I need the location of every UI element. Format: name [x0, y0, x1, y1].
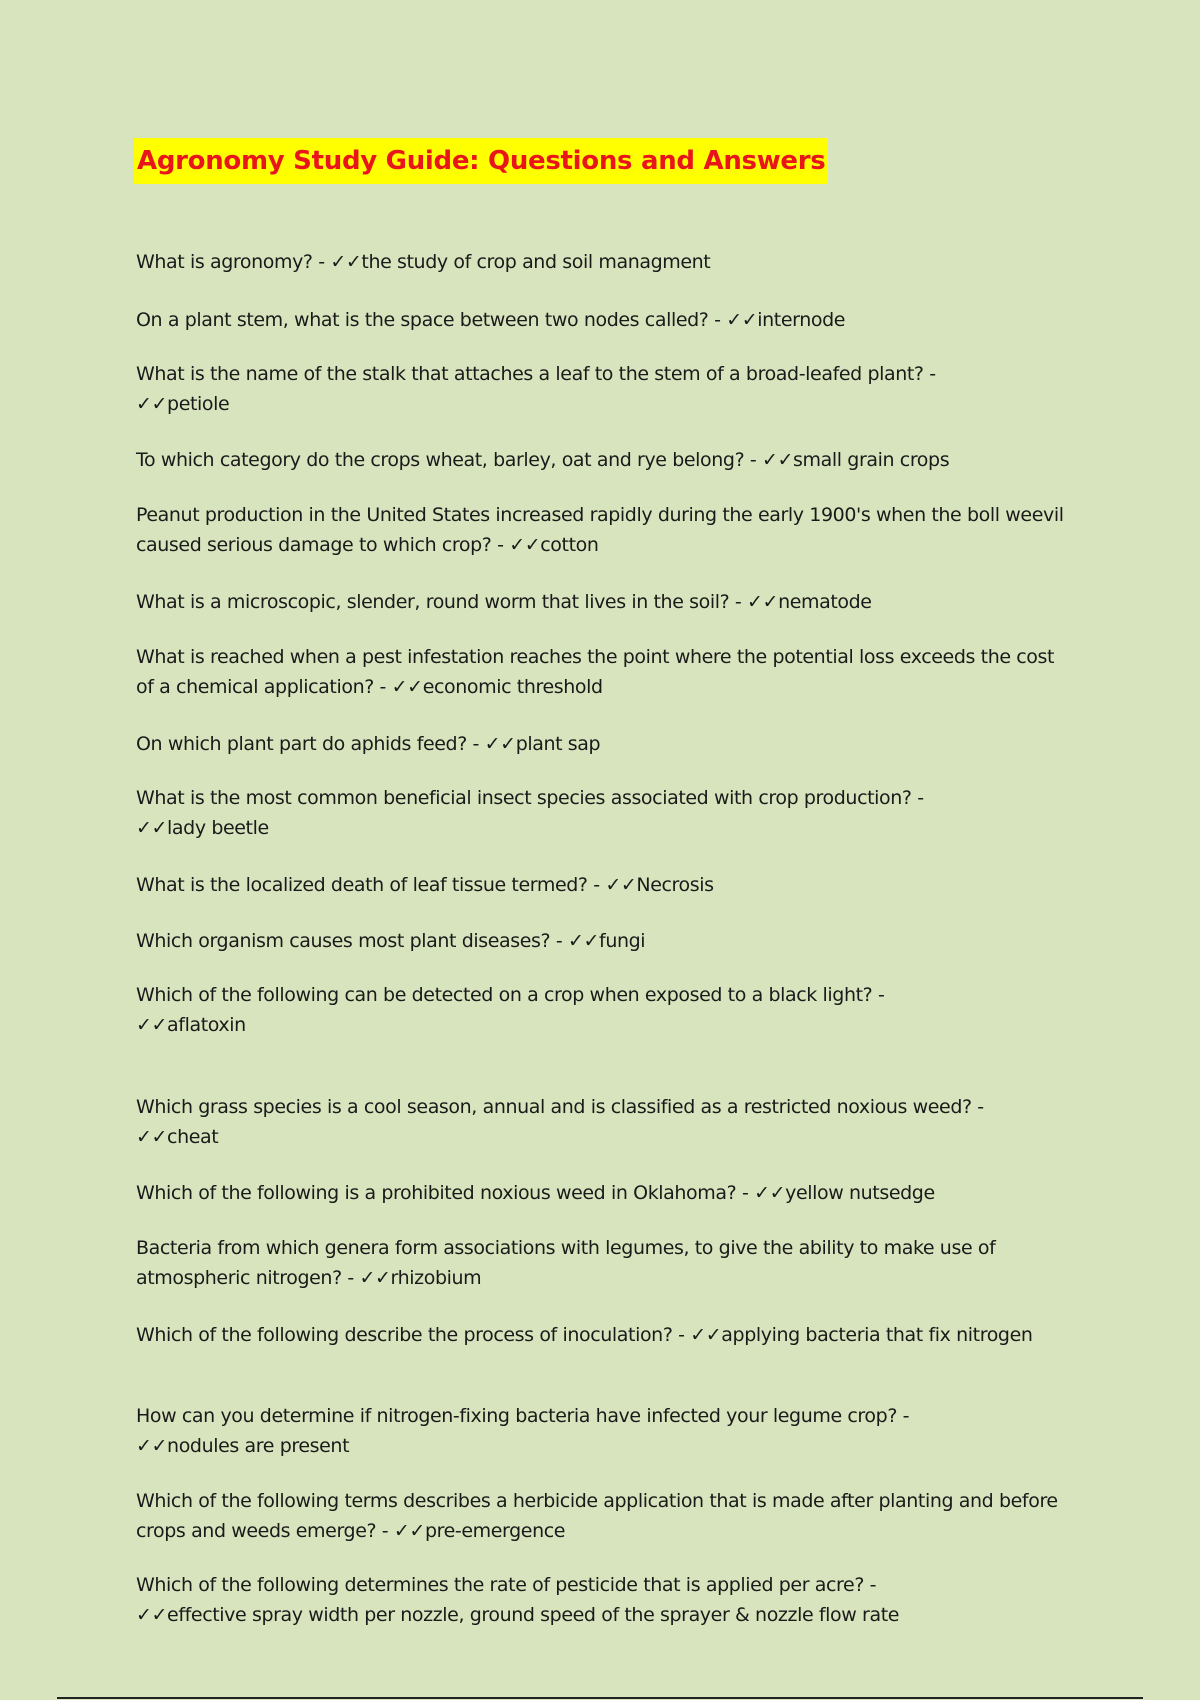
- answer: cheat: [167, 1126, 219, 1148]
- answer: rhizobium: [390, 1267, 482, 1289]
- question: On which plant part do aphids feed? -: [136, 733, 485, 755]
- check-icon: ✓✓: [747, 591, 779, 613]
- answer: petiole: [167, 393, 230, 415]
- qa-item-6: [136, 587, 1076, 617]
- answer: effective spray width per nozzle, ground speed of the sprayer & nozzle flow rate: [167, 1604, 900, 1626]
- check-icon: ✓✓: [726, 309, 758, 331]
- question: Which organism causes most plant diseases? -: [136, 930, 568, 952]
- answer: yellow nutsedge: [785, 1182, 935, 1204]
- check-icon: ✓✓: [690, 1324, 722, 1346]
- answer: fungi: [599, 930, 646, 952]
- question: Peanut production in the United States increased rapidly during the early 1900's when the boll weevil caused serious damage to which crop? -: [136, 504, 1064, 556]
- qa-item-2: [136, 305, 1076, 335]
- qa-item-5: [136, 500, 1076, 560]
- qa-item-10: [136, 870, 1076, 900]
- question: How can you determine if nitrogen-fixing bacteria have infected your legume crop? -: [136, 1405, 910, 1427]
- check-icon: ✓✓: [393, 1520, 425, 1542]
- question: What is a microscopic, slender, round worm that lives in the soil? -: [136, 591, 748, 613]
- answer: nodules are present: [167, 1435, 350, 1457]
- question: What is reached when a pest infestation reaches the point where the potential loss exceeds the cost of a chemical application? -: [136, 646, 1055, 698]
- answer: cotton: [540, 534, 599, 556]
- check-icon: ✓✓: [509, 534, 541, 556]
- check-icon: ✓✓: [136, 393, 168, 415]
- question: On a plant stem, what is the space between two nodes called? -: [136, 309, 727, 331]
- qa-item-7: [136, 642, 1076, 702]
- check-icon: ✓✓: [762, 449, 794, 471]
- qa-item-19: [136, 1570, 1076, 1630]
- answer: the study of crop and soil managment: [361, 251, 711, 273]
- answer: economic threshold: [422, 676, 603, 698]
- question: Which of the following determines the rate of pesticide that is applied per acre? -: [136, 1574, 877, 1596]
- qa-item-15: [136, 1233, 1076, 1293]
- answer: plant sap: [515, 733, 601, 755]
- answer: Necrosis: [636, 874, 714, 896]
- answer: applying bacteria that fix nitrogen: [721, 1324, 1033, 1346]
- question: Which of the following can be detected on a crop when exposed to a black light? -: [136, 984, 885, 1006]
- question: Bacteria from which genera form associations with legumes, to give the ability to make use of atmospheric nitrogen? -: [136, 1237, 996, 1289]
- qa-item-11: [136, 926, 1076, 956]
- question: What is the localized death of leaf tissue termed? -: [136, 874, 606, 896]
- qa-item-12: [136, 980, 1076, 1040]
- check-icon: ✓✓: [484, 733, 516, 755]
- answer: nematode: [778, 591, 872, 613]
- question: What is agronomy? -: [136, 251, 331, 273]
- footer-divider: [57, 1697, 1143, 1699]
- qa-item-18: [136, 1486, 1076, 1546]
- check-icon: ✓✓: [136, 1604, 168, 1626]
- check-icon: ✓✓: [754, 1182, 786, 1204]
- answer: lady beetle: [167, 817, 269, 839]
- qa-item-8: [136, 729, 1076, 759]
- question: To which category do the crops wheat, barley, oat and rye belong? -: [136, 449, 762, 471]
- page-title: Agronomy Study Guide: Questions and Answers: [134, 138, 828, 184]
- qa-item-3: [136, 359, 1076, 419]
- qa-item-14: [136, 1178, 1076, 1208]
- answer: internode: [757, 309, 846, 331]
- qa-item-16: [136, 1320, 1076, 1350]
- qa-item-4: [136, 445, 1076, 475]
- question: What is the most common beneficial insect species associated with crop production? -: [136, 787, 924, 809]
- check-icon: ✓✓: [136, 817, 168, 839]
- check-icon: ✓✓: [136, 1126, 168, 1148]
- check-icon: ✓✓: [567, 930, 600, 952]
- check-icon: ✓✓: [391, 676, 423, 698]
- check-icon: ✓✓: [330, 251, 362, 273]
- qa-item-13: [136, 1092, 1076, 1152]
- answer: small grain crops: [793, 449, 950, 471]
- question: What is the name of the stalk that attaches a leaf to the stem of a broad-leafed plant? -: [136, 363, 936, 385]
- question: Which of the following describe the process of inoculation? -: [136, 1324, 691, 1346]
- qa-item-17: [136, 1401, 1076, 1461]
- answer: aflatoxin: [167, 1014, 246, 1036]
- question: Which grass species is a cool season, annual and is classified as a restricted noxious weed? -: [136, 1096, 984, 1118]
- check-icon: ✓✓: [605, 874, 637, 896]
- check-icon: ✓✓: [136, 1435, 168, 1457]
- qa-item-9: [136, 783, 1076, 843]
- check-icon: ✓✓: [136, 1014, 168, 1036]
- answer: pre-emergence: [424, 1520, 566, 1542]
- question: Which of the following is a prohibited noxious weed in Oklahoma? -: [136, 1182, 755, 1204]
- qa-item-1: [136, 247, 1076, 277]
- question: Which of the following terms describes a herbicide application that is made after planting and before crops and weeds emerge? -: [136, 1490, 1058, 1542]
- check-icon: ✓✓: [359, 1267, 391, 1289]
